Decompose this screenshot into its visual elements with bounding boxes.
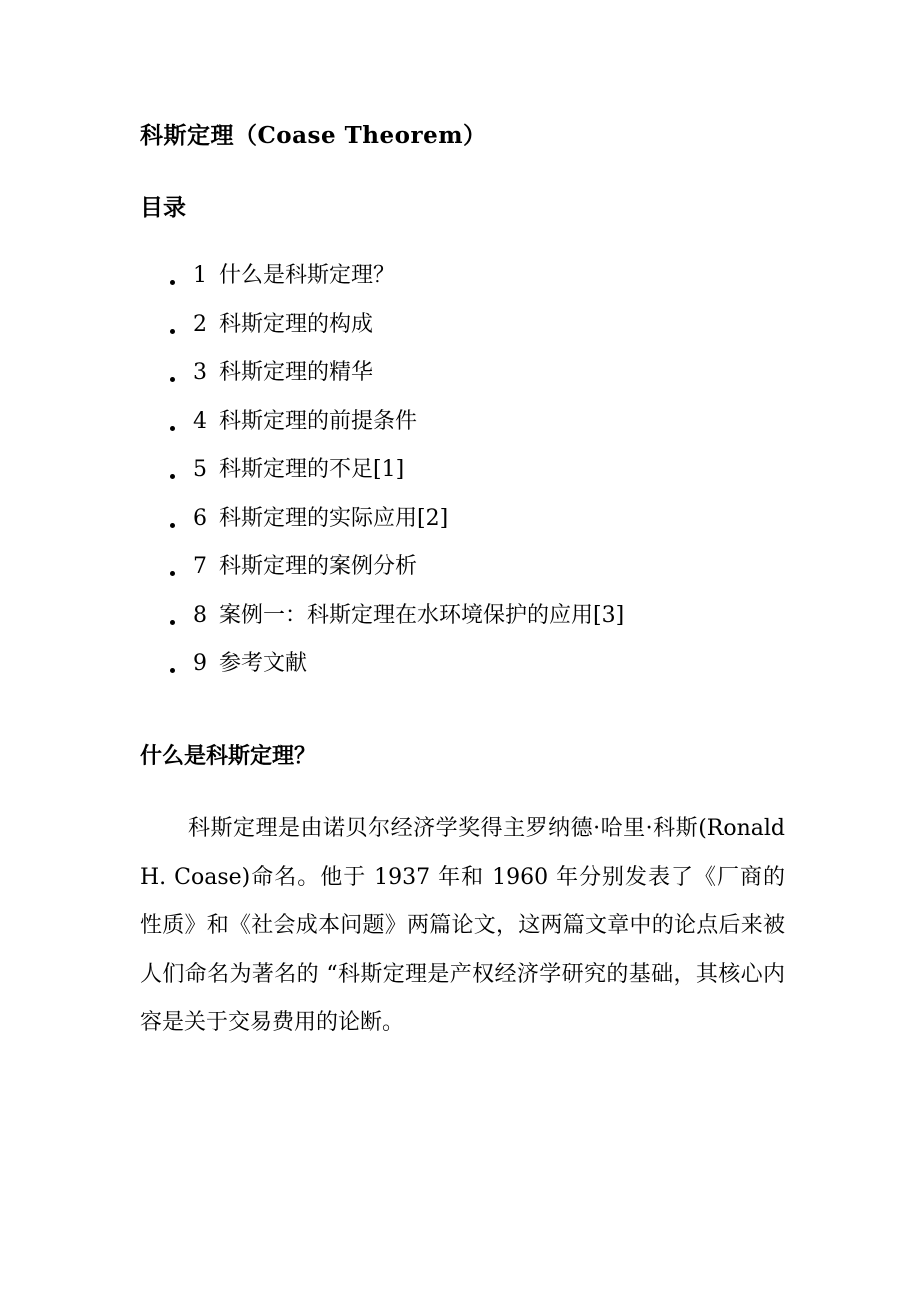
toc-item[interactable] [165,452,624,501]
toc-item[interactable] [165,501,624,550]
toc-item-number: 7 [193,554,207,579]
toc-item-number: 9 [193,651,207,676]
toc-item-label: 科斯定理的实际应用[2] [219,505,449,531]
toc-item-number: 3 [193,360,207,385]
toc-item-label: 科斯定理的构成 [219,311,374,337]
section-heading: 什么是科斯定理？ [140,743,317,769]
toc-item[interactable] [165,646,624,695]
toc-item-label: 科斯定理的不足[1] [219,457,405,482]
toc-item-number: 8 [193,602,207,628]
toc-item-number: 1 [193,263,207,288]
toc-item-label: 科斯定理的前提条件 [219,408,418,434]
toc-heading: 目录 [140,194,186,221]
toc-item[interactable] [165,598,624,647]
toc-item[interactable] [165,258,624,307]
toc-item[interactable] [165,404,624,453]
table-of-contents [165,258,624,695]
toc-item-label: 科斯定理的案例分析 [219,554,418,579]
section-paragraph: 科斯定理是由诺贝尔经济学奖得主罗纳德·哈里·科斯(Ronald H. Coase)命名。他于 1937 年和 1960 年分别发表了《厂商的性质》和《社会成本问题》两篇论文，这两篇文章中的论点后来被人们命名为著名的 “科斯定理是产权经济学研究的基础，其核心内容是关于交易费用的论断。 [140,816,785,1035]
toc-item-label: 什么是科斯定理？ [219,263,396,288]
toc-item-number: 6 [193,505,207,531]
toc-item-number: 2 [193,311,207,337]
toc-item[interactable] [165,307,624,356]
toc-item-number: 4 [193,408,207,434]
toc-item-label: 案例一：科斯定理在水环境保护的应用[3] [219,602,625,628]
document-title: 科斯定理（Coase Theorem） [140,122,487,149]
toc-item[interactable] [165,549,624,598]
toc-item[interactable] [165,355,624,404]
toc-item-label: 参考文献 [219,651,308,676]
toc-item-label: 科斯定理的精华 [219,360,374,385]
toc-item-number: 5 [193,457,207,482]
